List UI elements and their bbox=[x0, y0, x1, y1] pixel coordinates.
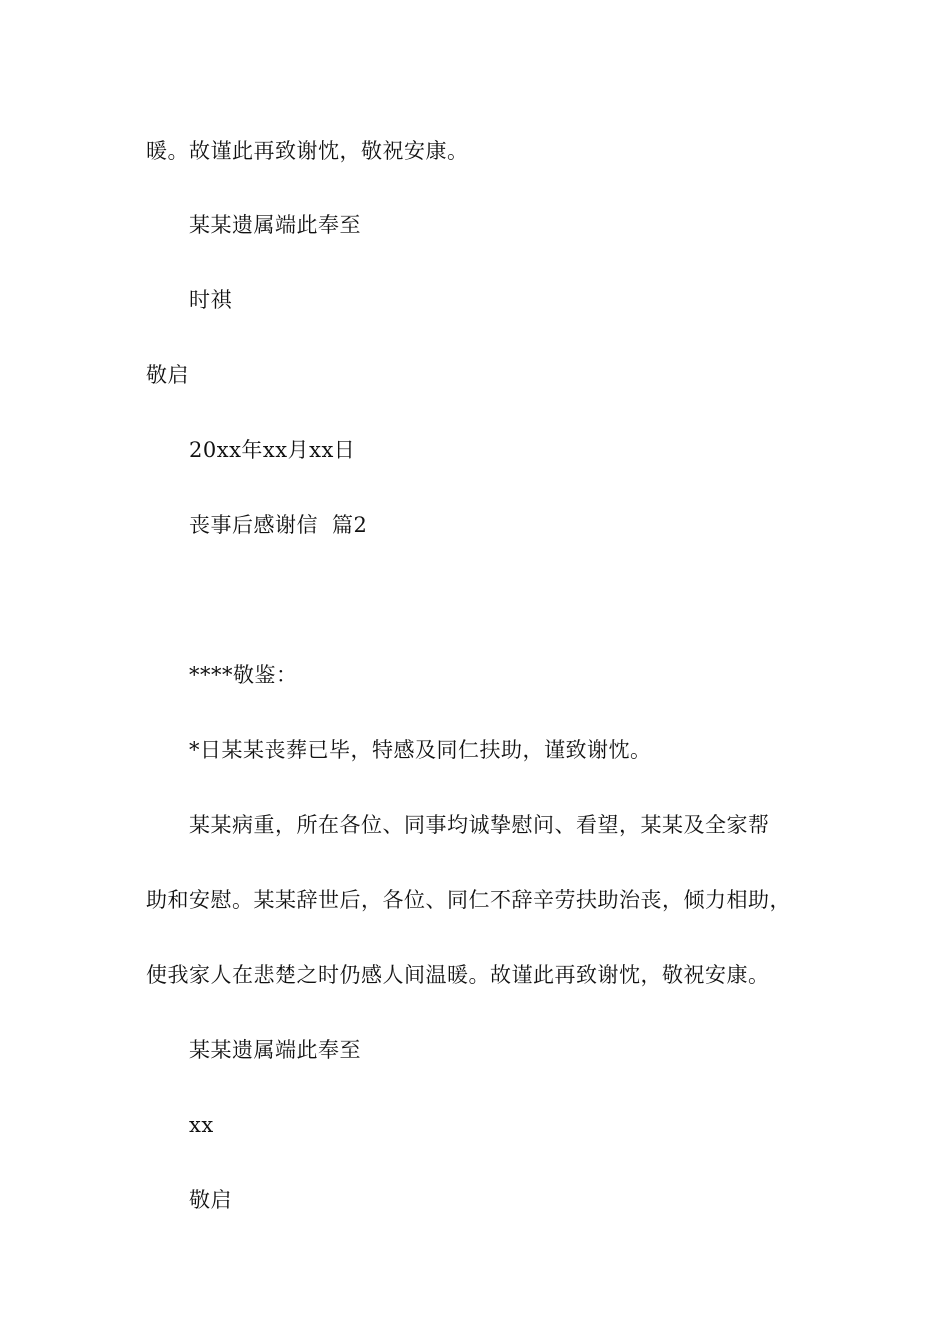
heading-title: 丧事后感谢信 bbox=[189, 513, 318, 537]
section-heading bbox=[189, 505, 367, 545]
salutation: ****敬鉴： bbox=[189, 663, 298, 687]
heading-number: 篇2 bbox=[332, 513, 368, 537]
paragraph-2-line-3: 使我家人在悲楚之时仍感人间温暖。故谨此再致谢忱，敬祝安康。 bbox=[146, 963, 770, 987]
paragraph-1: *日某某丧葬已毕，特感及同仁扶助，谨致谢忱。 bbox=[189, 738, 652, 762]
signature-respect: 敬启 bbox=[146, 363, 189, 387]
signature-time: 时祺 bbox=[189, 288, 232, 312]
signature-respect-2: 敬启 bbox=[189, 1188, 232, 1212]
closing-line: 暖。故谨此再致谢忱，敬祝安康。 bbox=[146, 139, 469, 163]
signature-family-2: 某某遗属端此奉至 bbox=[189, 1038, 361, 1062]
paragraph-2-line-1: 某某病重，所在各位、同事均诚挚慰问、看望，某某及全家帮 bbox=[189, 813, 770, 837]
paragraph-2-line-2: 助和安慰。某某辞世后，各位、同仁不辞辛劳扶助治丧，倾力相助， bbox=[146, 888, 791, 912]
signature-family: 某某遗属端此奉至 bbox=[189, 213, 361, 237]
signature-name: xx bbox=[189, 1113, 214, 1137]
letter-date: 20xx年xx月xx日 bbox=[189, 438, 356, 462]
